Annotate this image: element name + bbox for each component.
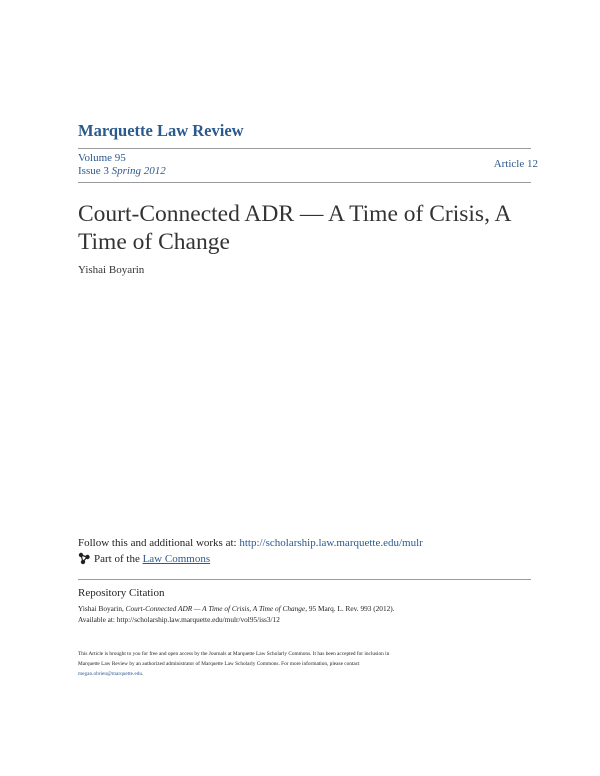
divider-top bbox=[78, 148, 531, 149]
citation-reporter: , 95 Marq. L. Rev. 993 (2012). bbox=[305, 604, 395, 613]
journal-title-link[interactable]: Marquette Law Review bbox=[78, 121, 244, 140]
divider-middle bbox=[78, 182, 531, 183]
contact-email-link[interactable]: megan.obrien@marquette.edu bbox=[78, 671, 143, 677]
citation-author: Yishai Boyarin, bbox=[78, 604, 124, 613]
citation-heading: Repository Citation bbox=[78, 587, 165, 599]
law-commons-link[interactable]: Law Commons bbox=[142, 552, 211, 565]
issue-season: Spring 2012 bbox=[111, 165, 166, 177]
issue-link[interactable] bbox=[78, 165, 166, 178]
follow-prefix: Follow this and additional works at: bbox=[78, 537, 237, 549]
issue-number: Issue 3 bbox=[78, 165, 109, 177]
volume-link[interactable]: Volume 95 bbox=[78, 152, 126, 164]
divider-bottom bbox=[78, 579, 531, 580]
notice-email-suffix: . bbox=[142, 671, 144, 677]
notice-line-2: Marquette Law Review by an authorized administrator of Marquette Law Scholarly Commons. For more information, please contact bbox=[78, 661, 360, 667]
notice-line-3 bbox=[78, 669, 538, 679]
article-number-link[interactable]: Article 12 bbox=[493, 158, 538, 170]
part-of-prefix: Part of the bbox=[94, 552, 140, 565]
citation-title: Court-Connected ADR — A Time of Crisis, A Time of Change bbox=[125, 604, 306, 613]
author-name: Yishai Boyarin bbox=[78, 264, 145, 276]
notice-line-1: This Article is brought to you for free and open access by the Journals at Marquette Law Scholarly Commons. It has been accepted for inclusion in bbox=[78, 651, 390, 657]
repository-url-link[interactable]: http://scholarship.law.marquette.edu/mulr bbox=[239, 537, 423, 549]
citation-line bbox=[78, 603, 538, 614]
follow-line bbox=[78, 537, 423, 549]
commons-network-icon bbox=[78, 552, 91, 565]
part-of-line bbox=[78, 552, 210, 565]
citation-available: Available at: http://scholarship.law.marquette.edu/mulr/vol95/iss3/12 bbox=[78, 615, 280, 624]
citation-block bbox=[78, 603, 538, 625]
access-notice bbox=[78, 649, 538, 679]
article-title: Court-Connected ADR — A Time of Crisis, A Time of Change bbox=[78, 201, 511, 255]
